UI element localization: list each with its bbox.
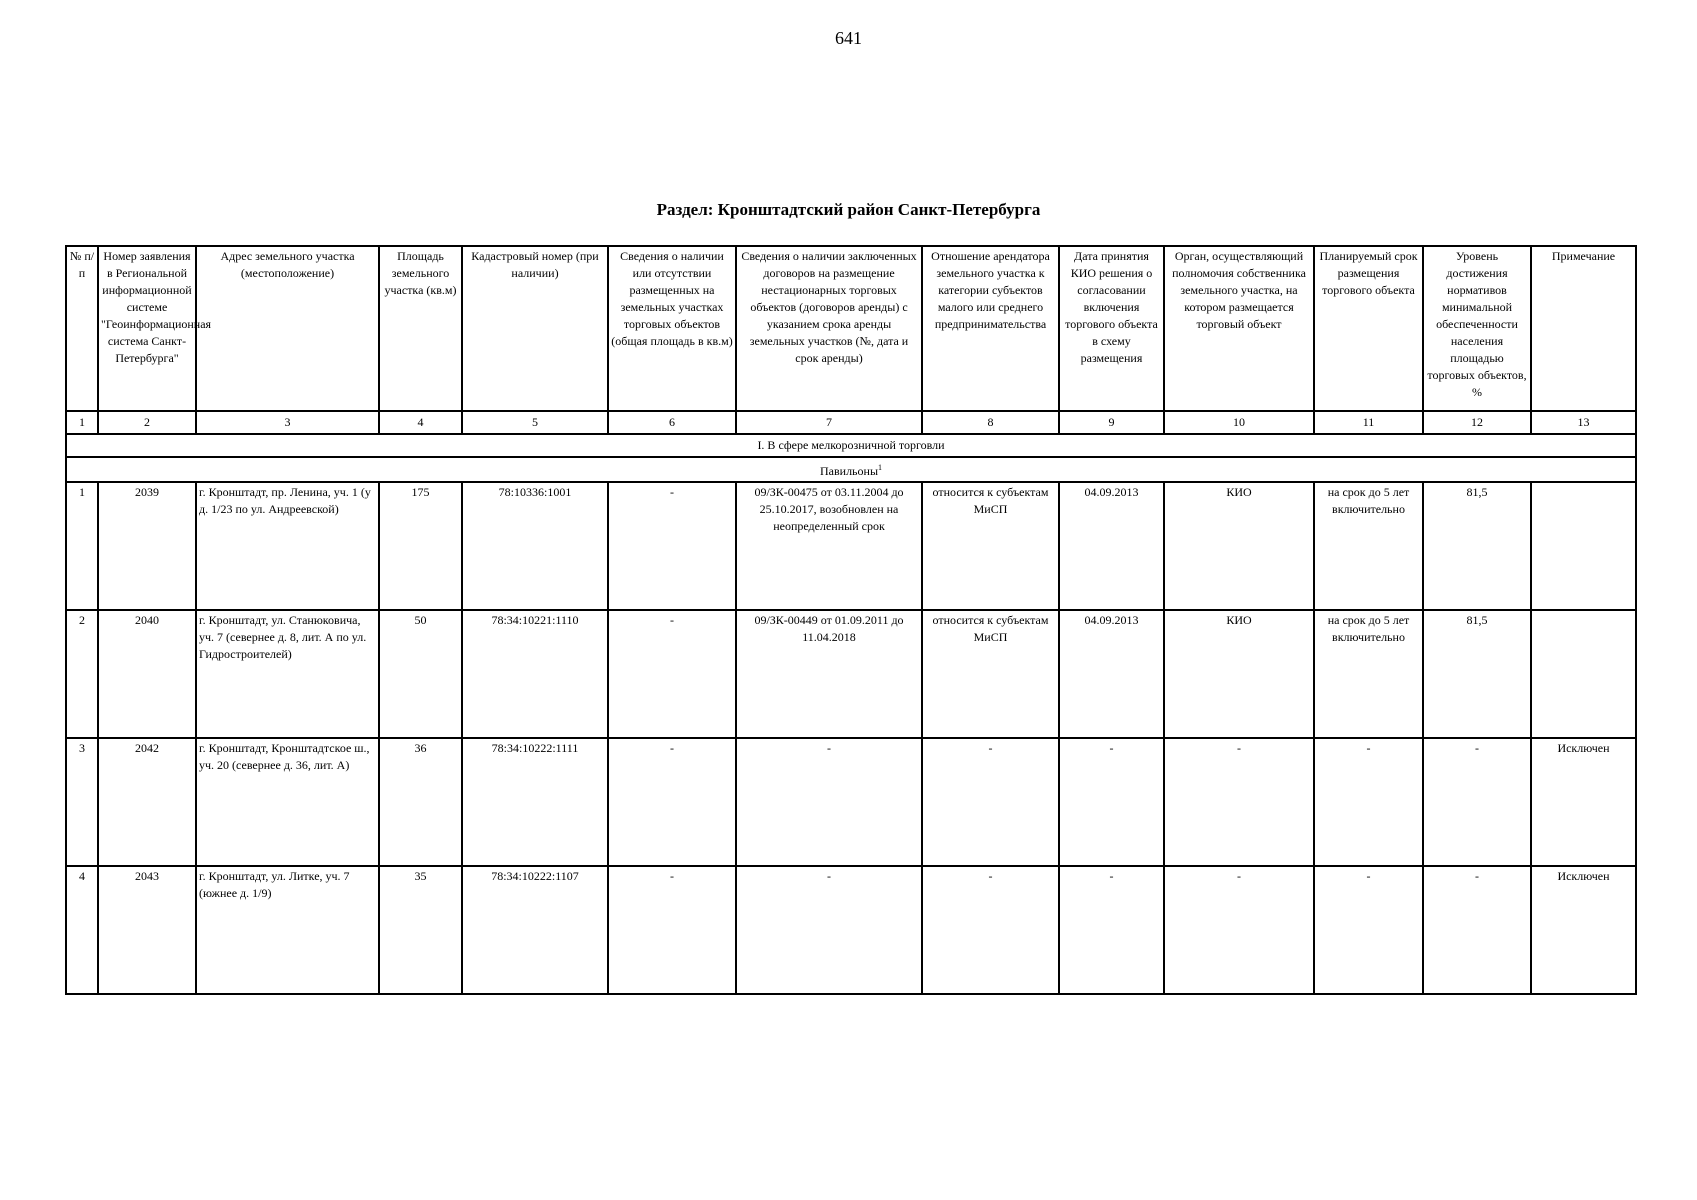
norm-level: 81,5 (1423, 610, 1531, 738)
sme-relation: - (922, 866, 1059, 994)
column-number: 9 (1059, 411, 1164, 434)
row-number: 3 (66, 738, 98, 866)
column-number: 13 (1531, 411, 1636, 434)
norm-level: - (1423, 738, 1531, 866)
note (1531, 610, 1636, 738)
application-number: 2042 (98, 738, 196, 866)
page-number: 641 (835, 28, 862, 48)
column-number: 6 (608, 411, 736, 434)
cadastral-number: 78:34:10222:1111 (462, 738, 608, 866)
cadastral-number: 78:10336:1001 (462, 482, 608, 610)
table-row (66, 482, 1636, 610)
column-number: 5 (462, 411, 608, 434)
norm-level: 81,5 (1423, 482, 1531, 610)
application-number: 2039 (98, 482, 196, 610)
header-cell: Номер заявления в Региональной информационной системе "Геоинформационная система Санкт-Петербурга" (98, 246, 196, 411)
existing-objects: - (608, 610, 736, 738)
contracts: - (736, 866, 922, 994)
kio-date: 04.09.2013 (1059, 610, 1164, 738)
row-number: 1 (66, 482, 98, 610)
placement-term: - (1314, 738, 1423, 866)
address: г. Кронштадт, пр. Ленина, уч. 1 (у д. 1/23 по ул. Андреевской) (196, 482, 379, 610)
kio-date: - (1059, 866, 1164, 994)
row-number: 2 (66, 610, 98, 738)
header-cell: Дата принятия КИО решения о согласовании включения торгового объекта в схему размещения (1059, 246, 1164, 411)
placement-term: на срок до 5 лет включительно (1314, 610, 1423, 738)
table-row (66, 610, 1636, 738)
authority: - (1164, 866, 1314, 994)
cadastral-number: 78:34:10222:1107 (462, 866, 608, 994)
norm-level: - (1423, 866, 1531, 994)
column-number: 2 (98, 411, 196, 434)
header-cell: № п/п (66, 246, 98, 411)
table-row (66, 866, 1636, 994)
column-number: 4 (379, 411, 462, 434)
note: Исключен (1531, 738, 1636, 866)
header-cell: Планируемый срок размещения торгового объекта (1314, 246, 1423, 411)
cadastral-number: 78:34:10221:1110 (462, 610, 608, 738)
address: г. Кронштадт, ул. Станюковича, уч. 7 (севернее д. 8, лит. А по ул. Гидростроителей) (196, 610, 379, 738)
header-cell: Адрес земельного участка (местоположение) (196, 246, 379, 411)
kio-date: 04.09.2013 (1059, 482, 1164, 610)
kio-date: - (1059, 738, 1164, 866)
group-heading-row (66, 434, 1636, 457)
header-cell: Орган, осуществляющий полномочия собственника земельного участка, на котором размещается торговый объект (1164, 246, 1314, 411)
area: 175 (379, 482, 462, 610)
column-number: 10 (1164, 411, 1314, 434)
address: г. Кронштадт, ул. Литке, уч. 7 (южнее д. 1/9) (196, 866, 379, 994)
column-number: 12 (1423, 411, 1531, 434)
contracts: 09/ЗК-00449 от 01.09.2011 до 11.04.2018 (736, 610, 922, 738)
sme-relation: относится к субъектам МиСП (922, 482, 1059, 610)
sme-relation: относится к субъектам МиСП (922, 610, 1059, 738)
column-number: 11 (1314, 411, 1423, 434)
note (1531, 482, 1636, 610)
authority: КИО (1164, 482, 1314, 610)
column-number: 8 (922, 411, 1059, 434)
header-cell: Кадастровый номер (при наличии) (462, 246, 608, 411)
column-number: 3 (196, 411, 379, 434)
contracts: 09/ЗК-00475 от 03.11.2004 до 25.10.2017, возобновлен на неопределенный срок (736, 482, 922, 610)
section-title: Раздел: Кронштадтский район Санкт-Петербурга (656, 200, 1041, 219)
table-header-row (66, 246, 1636, 411)
area: 35 (379, 866, 462, 994)
column-number: 7 (736, 411, 922, 434)
application-number: 2043 (98, 866, 196, 994)
authority: КИО (1164, 610, 1314, 738)
existing-objects: - (608, 738, 736, 866)
header-cell: Уровень достижения нормативов минимальной обеспеченности населения площадью торговых объектов, % (1423, 246, 1531, 411)
placement-term: - (1314, 866, 1423, 994)
row-number: 4 (66, 866, 98, 994)
area: 36 (379, 738, 462, 866)
area: 50 (379, 610, 462, 738)
subgroup-heading: Павильоны (819, 464, 879, 478)
group-heading: I. В сфере мелкорозничной торговли (66, 434, 1636, 457)
note: Исключен (1531, 866, 1636, 994)
existing-objects: - (608, 866, 736, 994)
column-number-row (66, 411, 1636, 434)
header-cell: Сведения о наличии заключенных договоров на размещение нестационарных торговых объектов (договоров аренды) с указанием срока аренды земельных участков (№, дата и срок аренды) (736, 246, 922, 411)
contracts: - (736, 738, 922, 866)
sme-relation: - (922, 738, 1059, 866)
footnote-marker: 1 (878, 463, 883, 472)
header-cell: Отношение арендатора земельного участка к категории субъектов малого или среднего предпринимательства (922, 246, 1059, 411)
header-cell: Примечание (1531, 246, 1636, 411)
header-cell: Сведения о наличии или отсутствии размещенных на земельных участках торговых объектов (общая площадь в кв.м) (608, 246, 736, 411)
address: г. Кронштадт, Кронштадтское ш., уч. 20 (севернее д. 36, лит. А) (196, 738, 379, 866)
subgroup-heading-cell (66, 457, 1636, 482)
column-number: 1 (66, 411, 98, 434)
table-row (66, 738, 1636, 866)
authority: - (1164, 738, 1314, 866)
subgroup-heading-row (66, 457, 1636, 482)
trade-objects-table (65, 245, 1637, 995)
application-number: 2040 (98, 610, 196, 738)
placement-term: на срок до 5 лет включительно (1314, 482, 1423, 610)
existing-objects: - (608, 482, 736, 610)
header-cell: Площадь земельного участка (кв.м) (379, 246, 462, 411)
